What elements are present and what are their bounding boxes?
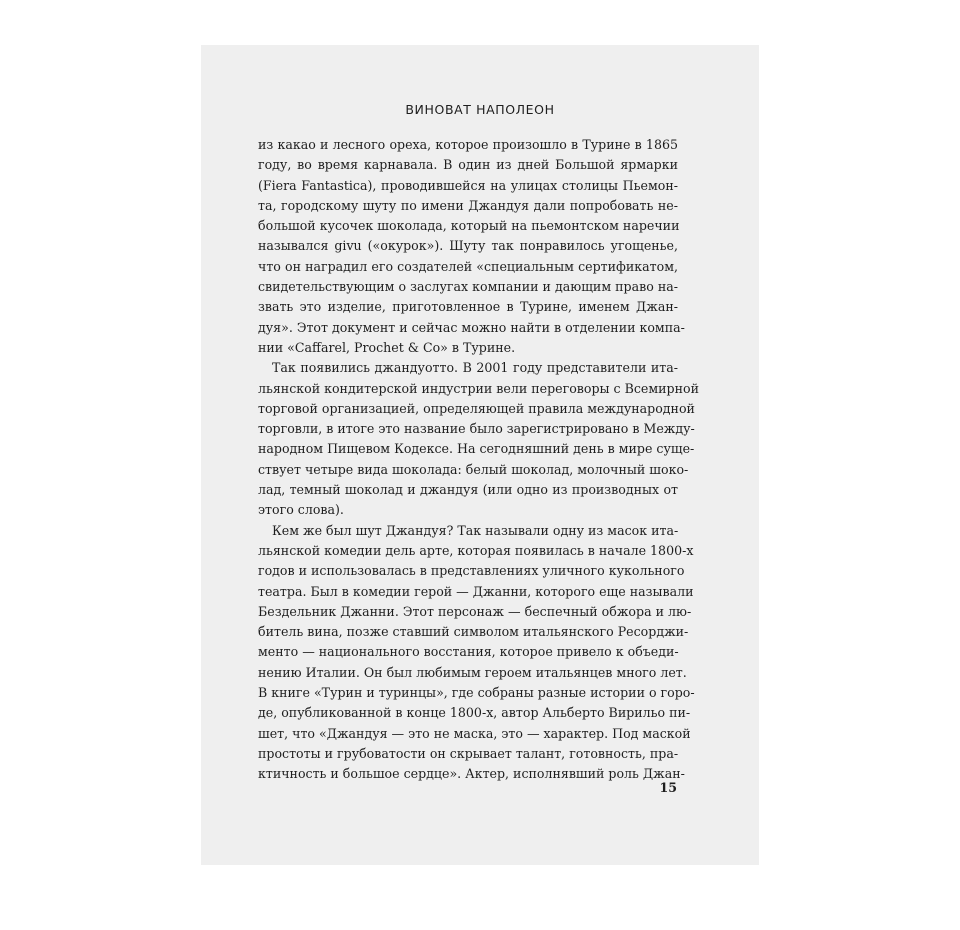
text-line: Кем же был шут Джандуя? Так называли одну из масок ита- [272, 522, 679, 538]
book-page [201, 45, 759, 865]
text-line: из какао и лесного ореха, которое произошло в Турине в 1865 [258, 137, 678, 152]
text-line: торговой организацией, определяющей правила международной [258, 400, 695, 416]
text-line: менто — национального восстания, которое привело к объеди- [258, 644, 679, 660]
text-line: году, во время карнавала. В один из дней Большой ярмарки [258, 157, 678, 173]
text-line: льянской комедии дель арте, которая появилась в начале 1800-х [258, 542, 694, 558]
page-number: 15 [659, 780, 677, 795]
text-line: этого слова). [258, 502, 344, 518]
text-line: театра. Был в комедии герой — Джанни, которого еще называли [258, 583, 694, 599]
text-line: шет, что «Джандуя — это не маска, это — характер. Под маской [258, 725, 691, 741]
text-line: В книге «Турин и туринцы», где собраны разные истории о горо- [258, 685, 695, 701]
text-line: простоты и грубоватости он скрывает талант, готовность, пра- [258, 745, 679, 761]
text-line: дуя». Этот документ и сейчас можно найти в отделении компа- [258, 319, 685, 335]
text-line: Бездельник Джанни. Этот персонаж — беспечный обжора и лю- [258, 603, 692, 619]
body-text [258, 135, 699, 785]
text-line: большой кусочек шоколада, который на пьемонтском наречии [258, 218, 680, 234]
text-line: свидетельствующим о заслугах компании и дающим право на- [258, 279, 678, 295]
running-head: ВИНОВАТ НАПОЛЕОН [405, 102, 555, 117]
text-line: ктичность и большое сердце». Актер, исполнявший роль Джан- [258, 766, 685, 782]
text-line: нии «Caffarel, Prochet & Co» в Турине. [258, 339, 516, 355]
text-line: звать это изделие, приготовленное в Турине, именем Джан- [258, 299, 678, 315]
text-line: годов и использовалась в представлениях уличного кукольного [258, 563, 685, 579]
text-line: та, городскому шуту по имени Джандуя дали попробовать не- [258, 197, 678, 213]
text-line: Так появились джандуотто. В 2001 году представители ита- [272, 360, 678, 376]
text-line: народном Пищевом Кодексе. На сегодняшний день в мире суще- [258, 441, 695, 457]
text-line: (Fiera Fantastica), проводившейся на улицах столицы Пьемон- [258, 177, 678, 193]
text-line: нению Италии. Он был любимым героем итальянцев много лет. [258, 664, 687, 680]
text-line: что он наградил его создателей «специальным сертификатом, [258, 258, 678, 274]
text-line: торговли, в итоге это название было зарегистрировано в Между- [258, 421, 695, 437]
text-line: битель вина, позже ставший символом итальянского Ресорджи- [258, 624, 689, 640]
text-line: назывался givu («окурок»). Шуту так понравилось угощенье, [258, 238, 678, 254]
text-line: де, опубликованной в конце 1800-х, автор Альберто Вирильо пи- [258, 705, 691, 721]
text-line: ствует четыре вида шоколада: белый шоколад, молочный шоко- [258, 461, 689, 477]
text-line: лад, темный шоколад и джандуя (или одно из производных от [258, 482, 678, 498]
text-line: льянской кондитерской индустрии вели переговоры с Всемирной [258, 380, 699, 396]
